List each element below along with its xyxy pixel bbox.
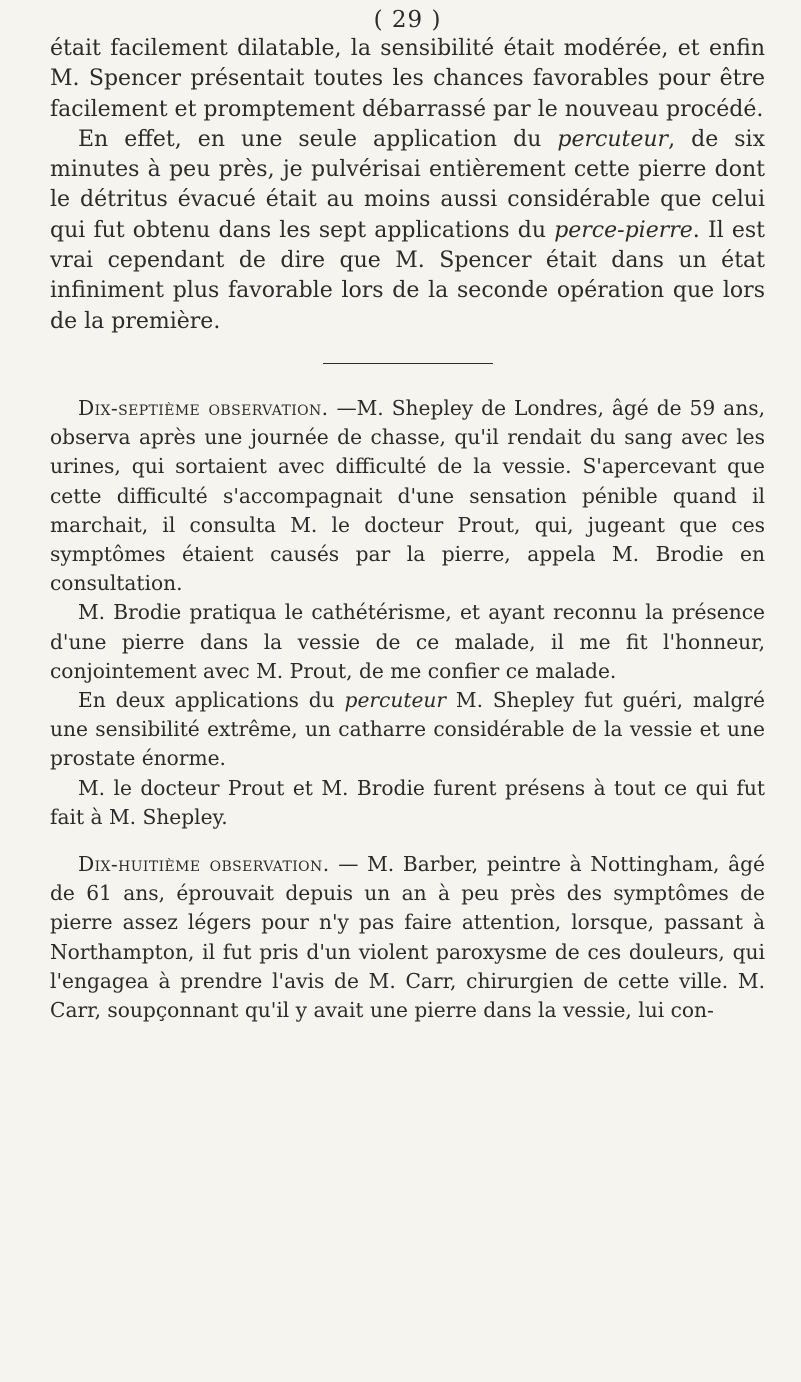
observation-18 [50,850,765,1025]
paragraph-2-text-a: En effet, en une seule application du [78,126,558,152]
observation-17-text: —M. Shepley de Londres, âgé de 59 ans, observa après une journée de chasse, qu'il rendait du sang avec les urines, qui sortaient avec difficulté de la vessie. S'apercevant que cette difficulté s'accompagnait d'une sensation pénible quand il marchait, il consulta M. le docteur Prout, qui, jugeant que ces symptômes étaient causés par la pierre, appela M. Brodie en consultation. [50,395,765,596]
observation-18-text: — M. Barber, peintre à Nottingham, âgé de 61 ans, éprouvait depuis un an à peu près des symptômes de pierre assez légers pour n'y pas faire attention, lorsque, passant à Northampton, il fut pris d'un violent paroxysme de ces douleurs, qui l'engagea à prendre l'avis de M. Carr, chirurgien de cette ville. M. Carr, soupçonnant qu'il y avait une pierre dans la vessie, lui con- [50,852,765,1023]
paragraph-5-text-c: M. Shepley fut guéri, malgré une sensibilité extrême, un catharre considérable de la vessie et une prostate énorme. [50,688,765,771]
paragraph-6: M. le docteur Prout et M. Brodie furent présens à tout ce qui fut fait à M. Shepley. [50,775,765,829]
term-percuteur-2: percuteur [344,688,447,712]
section-divider [323,363,493,364]
observation-17 [50,394,765,598]
paragraph-1: était facilement dilatable, la sensibilité était modérée, et enfin M. Spencer présentait toutes les chances favorables pour être facilement et promptement débarrassé par le nouveau procédé. [50,36,765,122]
paragraph-5-text-a: En deux applications du [78,688,345,712]
observation-18-title: Dix-huitième observation. [78,852,330,877]
paragraph-2-text-e: . Il est vrai cependant de dire que M. Spencer était dans un état infiniment plus favorable lors de la seconde opération que lors de la première. [50,217,765,334]
paragraph-2 [50,125,765,337]
page-number: ( 29 ) [373,7,442,33]
term-perce-pierre: perce-pierre [554,217,693,243]
observation-17-title: Dix-septième observation. [78,395,329,420]
term-percuteur: percuteur [557,126,669,152]
spacer [50,832,765,850]
paragraph-2-text-c: , de six minutes à peu près, je pulvérisai entièrement cette pierre dont le détritus évacué était au moins aussi considérable que celui qui fut obtenu dans les sept applications du [50,126,765,243]
paragraph-4: M. Brodie pratiqua le cathétérisme, et ayant reconnu la présence d'une pierre dans la vessie de ce malade, il me fit l'honneur, conjointement avec M. Prout, de me confier ce malade. [50,600,765,683]
paragraph-5 [50,686,765,774]
